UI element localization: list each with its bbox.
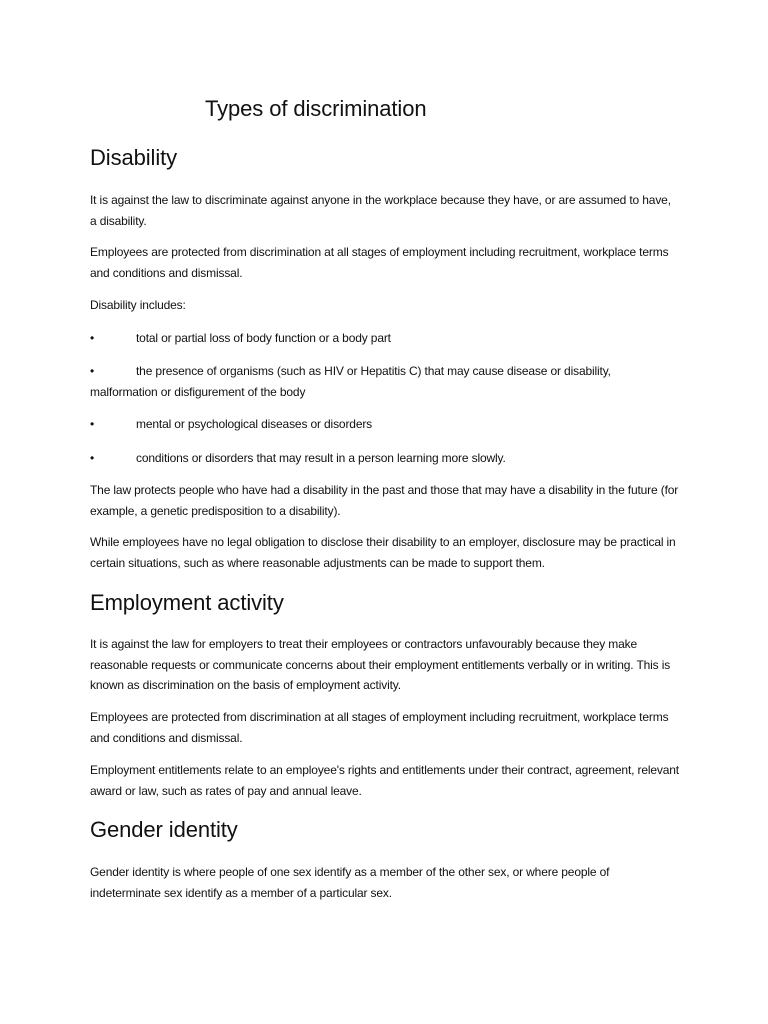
disability-paragraph-5: While employees have no legal obligation to disclose their disability to an employer, disclosure may be practical in certain situations, such as where reasonable adjustments can be made to support them. (90, 535, 676, 570)
disability-bullet-item (90, 414, 680, 435)
section-heading-gender-identity: Gender identity (90, 817, 238, 842)
bullet-text: conditions or disorders that may result in a person learning more slowly. (136, 451, 506, 465)
disability-paragraph-1: It is against the law to discriminate against anyone in the workplace because they have, or are assumed to have, a disability. (90, 193, 671, 228)
bullet-marker: • (90, 364, 95, 378)
bullet-marker: • (90, 331, 95, 345)
bullet-marker: • (90, 417, 95, 431)
bullet-text: total or partial loss of body function or a body part (136, 331, 391, 345)
disability-paragraph-3: Disability includes: (90, 298, 186, 312)
employment-activity-paragraph-1: It is against the law for employers to treat their employees or contractors unfavourably because they make reasonable requests or communicate concerns about their employment entitlements verbally or in writing. This is known as discrimination on the basis of employment activity. (90, 637, 671, 692)
section-heading-disability: Disability (90, 145, 178, 170)
disability-bullet-item (90, 448, 680, 469)
bullet-text: the presence of organisms (such as HIV or Hepatitis C) that may cause disease or disability, malformation or disfigurement of the body (90, 364, 611, 399)
gender-identity-paragraph-1: Gender identity is where people of one sex identify as a member of the other sex, or where people of indeterminate sex identify as a member of a particular sex. (90, 865, 610, 900)
bullet-text: mental or psychological diseases or disorders (136, 417, 373, 431)
section-heading-employment-activity: Employment activity (90, 590, 284, 615)
document-title: Types of discrimination (205, 96, 427, 121)
employment-activity-paragraph-3: Employment entitlements relate to an employee's rights and entitlements under their contract, agreement, relevant award or law, such as rates of pay and annual leave. (90, 763, 679, 798)
bullet-marker: • (90, 451, 95, 465)
disability-paragraph-4: The law protects people who have had a disability in the past and those that may have a disability in the future (for example, a genetic predisposition to a disability). (90, 483, 679, 518)
disability-paragraph-2: Employees are protected from discrimination at all stages of employment including recruitment, workplace terms and conditions and dismissal. (90, 245, 669, 280)
disability-bullet-item (90, 361, 680, 402)
employment-activity-paragraph-2: Employees are protected from discrimination at all stages of employment including recruitment, workplace terms and conditions and dismissal. (90, 710, 669, 745)
disability-bullet-item (90, 328, 680, 349)
